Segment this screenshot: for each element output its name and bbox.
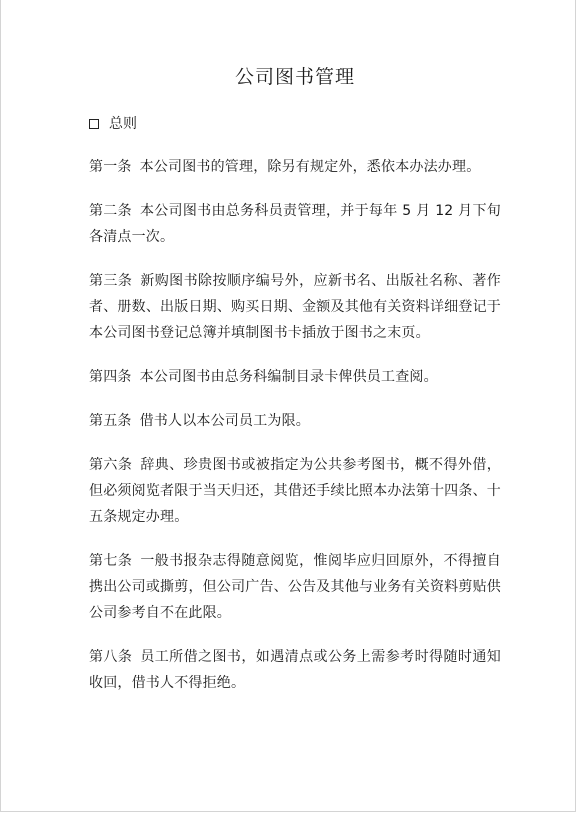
article-1 xyxy=(89,154,501,180)
article-text: 新购图书除按顺序编号外，应新书名、出版社名称、著作者、册数、出版日期、购买日期、金额及其他有关资料详细登记于本公司图书登记总簿并填制图书卡插放于图书之末页。 xyxy=(89,273,501,341)
article-2 xyxy=(89,198,501,250)
article-number: 第八条 xyxy=(89,649,133,665)
document-body xyxy=(89,62,501,714)
article-8 xyxy=(89,644,501,696)
article-number: 第七条 xyxy=(89,553,133,569)
article-number: 第二条 xyxy=(89,203,132,219)
article-text: 一般书报杂志得随意阅览，惟阅毕应归回原外，不得擅自携出公司或撕剪，但公司广告、公告及其他与业务有关资料剪贴供公司参考自不在此限。 xyxy=(89,553,501,621)
section-heading-label: 总则 xyxy=(109,116,137,132)
article-text: 本公司图书的管理，除另有规定外，悉依本办法办理。 xyxy=(139,159,481,175)
article-text: 借书人以本公司员工为限。 xyxy=(139,413,311,429)
article-3 xyxy=(89,268,501,346)
article-5 xyxy=(89,408,501,434)
article-number: 第四条 xyxy=(89,369,132,385)
article-text: 辞典、珍贵图书或被指定为公共参考图书，概不得外借，但必须阅览者限于当天归还，其借还手续比照本办法第十四条、十五条规定办理。 xyxy=(89,457,501,525)
article-text: 本公司图书由总务科编制目录卡俾供员工查阅。 xyxy=(139,369,438,385)
article-number: 第五条 xyxy=(89,413,132,429)
article-7 xyxy=(89,548,501,626)
article-text: 本公司图书由总务科员责管理，并于每年 5 月 12 月下旬各清点一次。 xyxy=(89,203,501,245)
article-4 xyxy=(89,364,501,390)
article-number: 第一条 xyxy=(89,159,132,175)
section-heading xyxy=(89,112,501,136)
article-text: 员工所借之图书，如遇清点或公务上需参考时得随时通知收回，借书人不得拒绝。 xyxy=(89,649,501,691)
article-number: 第六条 xyxy=(89,457,133,473)
checkbox-icon xyxy=(89,119,99,129)
article-number: 第三条 xyxy=(89,273,133,289)
page-title: 公司图书管理 xyxy=(234,66,355,88)
article-6 xyxy=(89,452,501,530)
